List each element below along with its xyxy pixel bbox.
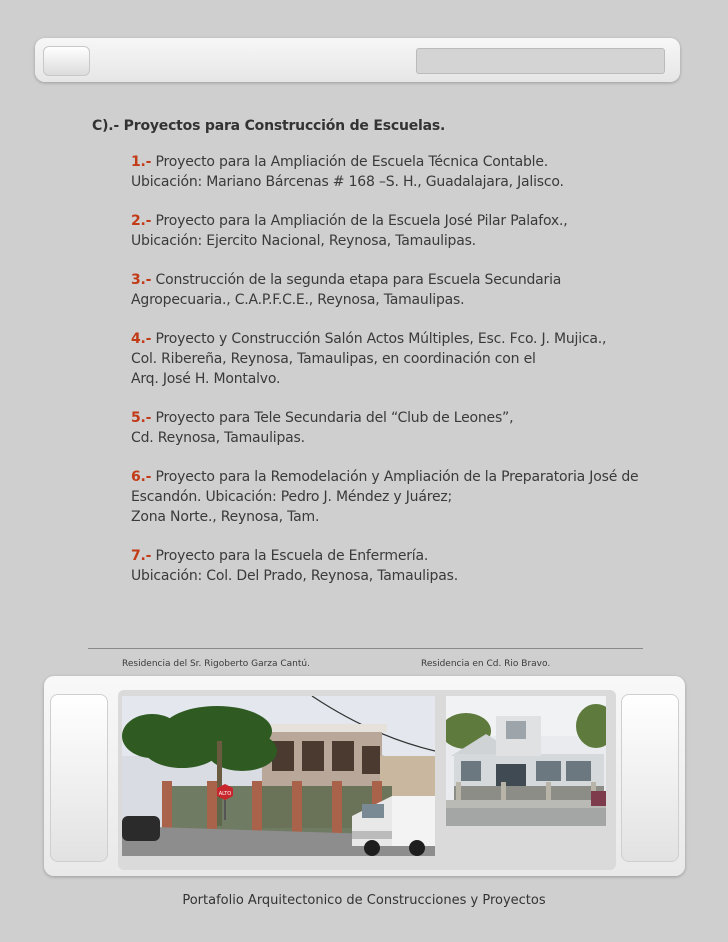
project-text: Arq. José H. Montalvo.	[131, 371, 281, 387]
photo-residencia-garza-cantu	[122, 696, 435, 856]
project-number: 4.-	[131, 331, 152, 347]
project-item-line	[131, 211, 691, 231]
project-text: Ubicación: Mariano Bárcenas # 168 –S. H., Guadalajara, Jalisco.	[131, 174, 564, 190]
project-item	[131, 546, 691, 586]
project-text: Construcción de la segunda etapa para Escuela Secundaria	[151, 272, 562, 288]
project-number: 2.-	[131, 213, 152, 229]
project-item-line	[131, 369, 691, 389]
header-right-box	[416, 48, 665, 74]
project-item	[131, 211, 691, 251]
project-item-line	[131, 172, 691, 192]
project-item-line	[131, 487, 691, 507]
project-item-line	[131, 408, 691, 428]
project-number: 6.-	[131, 469, 152, 485]
project-item-line	[131, 428, 691, 448]
project-number: 7.-	[131, 548, 152, 564]
photo-residencia-rio-bravo	[446, 696, 606, 826]
project-item-line	[131, 329, 691, 349]
project-text: Proyecto para la Escuela de Enfermería.	[151, 548, 429, 564]
header-bar	[35, 38, 680, 82]
project-item-line	[131, 270, 691, 290]
project-item-line	[131, 349, 691, 369]
project-item	[131, 329, 691, 389]
caption-right: Residencia en Cd. Rio Bravo.	[421, 659, 551, 669]
project-text: Col. Ribereña, Reynosa, Tamaulipas, en coordinación con el	[131, 351, 536, 367]
footer-title: Portafolio Arquitectonico de Construcciones y Proyectos	[182, 893, 546, 908]
project-text: Cd. Reynosa, Tamaulipas.	[131, 430, 305, 446]
project-text: Proyecto para la Ampliación de la Escuela José Pilar Palafox.,	[151, 213, 568, 229]
project-text: Ubicación: Ejercito Nacional, Reynosa, Tamaulipas.	[131, 233, 476, 249]
project-text: Escandón. Ubicación: Pedro J. Méndez y Juárez;	[131, 489, 453, 505]
project-item-line	[131, 290, 691, 310]
project-number: 3.-	[131, 272, 152, 288]
project-item	[131, 408, 691, 448]
project-list	[131, 152, 691, 605]
project-text: Zona Norte., Reynosa, Tam.	[131, 509, 320, 525]
project-item-line	[131, 152, 691, 172]
photo-panel	[44, 676, 685, 876]
caption-left: Residencia del Sr. Rigoberto Garza Cantú.	[122, 659, 310, 669]
project-item-line	[131, 546, 691, 566]
project-item	[131, 467, 691, 527]
project-text: Proyecto para la Ampliación de Escuela Técnica Contable.	[151, 154, 549, 170]
project-number: 1.-	[131, 154, 152, 170]
project-text: Agropecuaria., C.A.P.F.C.E., Reynosa, Tamaulipas.	[131, 292, 465, 308]
project-text: Proyecto y Construcción Salón Actos Múltiples, Esc. Fco. J. Mujica.,	[151, 331, 607, 347]
project-text: Proyecto para la Remodelación y Ampliación de la Preparatoria José de	[151, 469, 639, 485]
header-left-box	[43, 46, 90, 76]
project-text: Ubicación: Col. Del Prado, Reynosa, Tamaulipas.	[131, 568, 458, 584]
section-heading: C).- Proyectos para Construcción de Escuelas.	[92, 118, 446, 134]
photo-panel-right-tab	[621, 694, 679, 862]
divider	[88, 648, 643, 649]
project-item-line	[131, 566, 691, 586]
project-item-line	[131, 507, 691, 527]
project-number: 5.-	[131, 410, 152, 426]
stop-sign-text: ALTO	[218, 791, 232, 797]
project-item	[131, 152, 691, 192]
project-item-line	[131, 231, 691, 251]
project-item-line	[131, 467, 691, 487]
project-text: Proyecto para Tele Secundaria del “Club de Leones”,	[151, 410, 514, 426]
project-item	[131, 270, 691, 310]
photo-panel-left-tab	[50, 694, 108, 862]
